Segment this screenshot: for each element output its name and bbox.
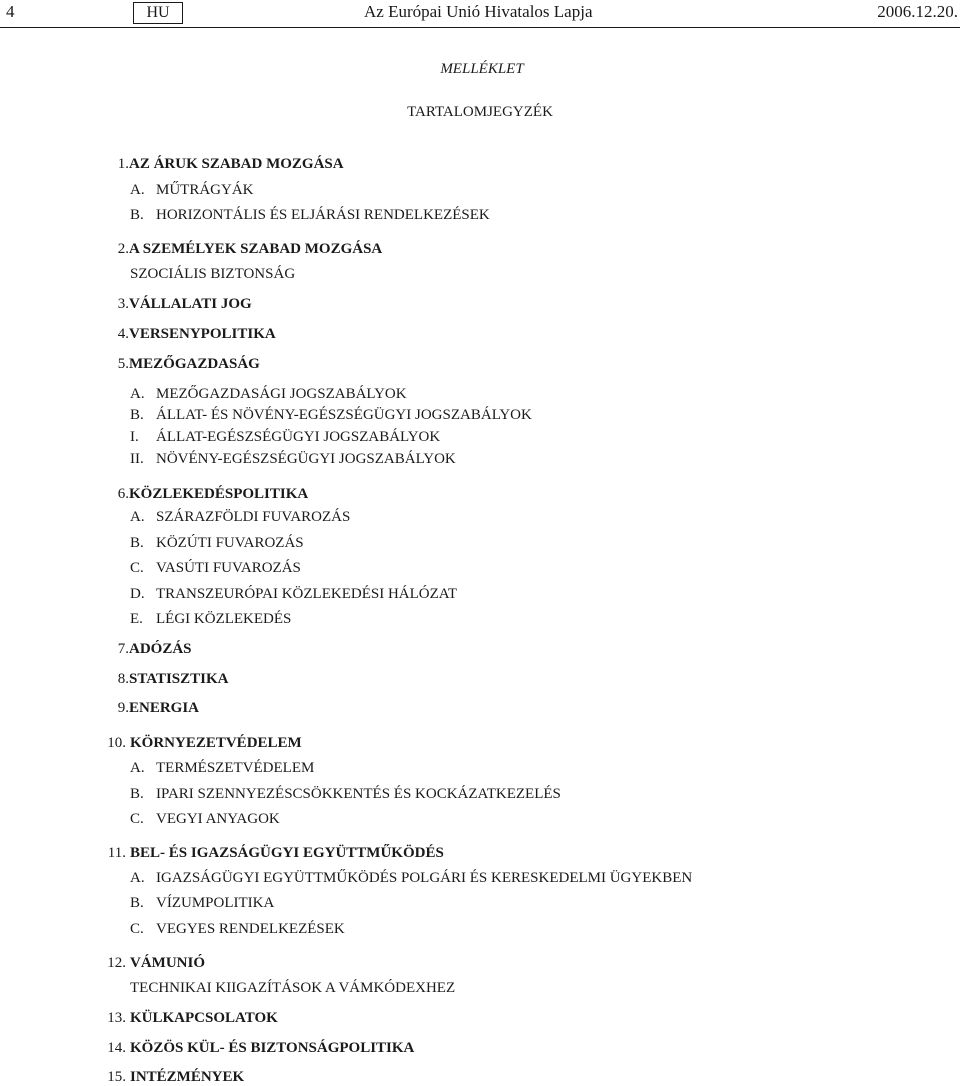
- subsection-letter: I.: [130, 429, 139, 445]
- section-title: BEL- ÉS IGAZSÁGÜGYI EGYÜTTMŰKÖDÉS: [130, 845, 444, 861]
- subsection-title: TRANSZEURÓPAI KÖZLEKEDÉSI HÁLÓZAT: [156, 586, 458, 602]
- section-number: 2.: [117, 241, 129, 257]
- section-number: 4.: [117, 326, 129, 342]
- section-title: KÖRNYEZETVÉDELEM: [130, 735, 302, 751]
- section-title: VÁMUNIÓ: [130, 955, 205, 971]
- subsection-title: SZOCIÁLIS BIZTONSÁG: [130, 266, 296, 282]
- toc-title: TARTALOMJEGYZÉK: [407, 104, 553, 120]
- section-title: A SZEMÉLYEK SZABAD MOZGÁSA: [129, 241, 383, 257]
- subsection-letter: A.: [130, 509, 145, 525]
- subsection-title: IGAZSÁGÜGYI EGYÜTTMŰKÖDÉS POLGÁRI ÉS KERESKEDELMI ÜGYEKBEN: [156, 870, 693, 886]
- subsection-letter: E.: [130, 611, 143, 627]
- annex-label: MELLÉKLET: [440, 61, 524, 77]
- subsection-title: VEGYES RENDELKEZÉSEK: [156, 921, 345, 937]
- section-title: STATISZTIKA: [129, 671, 229, 687]
- subsection-title: NÖVÉNY-EGÉSZSÉGÜGYI JOGSZABÁLYOK: [156, 451, 456, 467]
- subsection-title: ÁLLAT- ÉS NÖVÉNY-EGÉSZSÉGÜGYI JOGSZABÁLYOK: [156, 407, 532, 423]
- section-title: VÁLLALATI JOG: [129, 296, 252, 312]
- section-number: 5.: [117, 356, 129, 372]
- subsection-letter: C.: [130, 921, 144, 937]
- subsection-title: KÖZÚTI FUVAROZÁS: [156, 535, 304, 551]
- subsection-title: MŰTRÁGYÁK: [156, 182, 254, 198]
- subsection-letter: B.: [130, 407, 144, 423]
- section-number: 15.: [107, 1069, 126, 1085]
- section-number: 6.: [117, 486, 129, 502]
- section-title: KÖZLEKEDÉSPOLITIKA: [129, 486, 309, 502]
- section-number: 13.: [107, 1010, 126, 1026]
- subsection-title: TERMÉSZETVÉDELEM: [156, 760, 315, 776]
- subsection-letter: A.: [130, 870, 145, 886]
- language-code-box: HU: [133, 2, 183, 24]
- section-number: 7.: [117, 641, 129, 657]
- subsection-title: IPARI SZENNYEZÉSCSÖKKENTÉS ÉS KOCKÁZATKEZELÉS: [156, 786, 561, 802]
- section-number: 8.: [117, 671, 129, 687]
- subsection-letter: C.: [130, 811, 144, 827]
- subsection-letter: B.: [130, 535, 144, 551]
- subsection-letter: B.: [130, 786, 144, 802]
- section-title: AZ ÁRUK SZABAD MOZGÁSA: [129, 156, 344, 172]
- section-number: 9.: [117, 700, 129, 716]
- section-title: KÖZÖS KÜL- ÉS BIZTONSÁGPOLITIKA: [130, 1040, 415, 1056]
- subsection-title: ÁLLAT-EGÉSZSÉGÜGYI JOGSZABÁLYOK: [156, 429, 441, 445]
- subsection-title: VASÚTI FUVAROZÁS: [156, 560, 301, 576]
- section-number: 12.: [107, 955, 126, 971]
- page-header: [0, 0, 960, 26]
- subsection-letter: II.: [130, 451, 144, 467]
- subsection-title: MEZŐGAZDASÁGI JOGSZABÁLYOK: [156, 386, 407, 402]
- page-number: 4: [6, 2, 15, 21]
- section-title: KÜLKAPCSOLATOK: [130, 1010, 278, 1026]
- subsection-title: HORIZONTÁLIS ÉS ELJÁRÁSI RENDELKEZÉSEK: [156, 207, 490, 223]
- subsection-letter: B.: [130, 207, 144, 223]
- subsection-letter: A.: [130, 386, 145, 402]
- header-divider: [0, 27, 960, 28]
- section-title: ENERGIA: [129, 700, 200, 716]
- subsection-title: LÉGI KÖZLEKEDÉS: [156, 611, 292, 627]
- section-title: ADÓZÁS: [129, 641, 192, 657]
- subsection-title: SZÁRAZFÖLDI FUVAROZÁS: [156, 509, 351, 525]
- subsection-title: VÍZUMPOLITIKA: [156, 895, 275, 911]
- section-title: VERSENYPOLITIKA: [129, 326, 276, 342]
- subsection-letter: A.: [130, 760, 145, 776]
- section-number: 10.: [107, 735, 126, 751]
- section-number: 14.: [107, 1040, 126, 1056]
- subsection-title: VEGYI ANYAGOK: [156, 811, 280, 827]
- publication-date: 2006.12.20.: [877, 2, 958, 21]
- section-title: MEZŐGAZDASÁG: [129, 356, 260, 372]
- section-title: INTÉZMÉNYEK: [130, 1069, 245, 1085]
- journal-title: Az Európai Unió Hivatalos Lapja: [364, 2, 593, 21]
- section-number: 11.: [107, 845, 126, 861]
- subsection-title: TECHNIKAI KIIGAZÍTÁSOK A VÁMKÓDEXHEZ: [130, 980, 456, 996]
- subsection-letter: B.: [130, 895, 144, 911]
- section-number: 3.: [117, 296, 129, 312]
- subsection-letter: D.: [130, 586, 145, 602]
- subsection-letter: A.: [130, 182, 145, 198]
- section-number: 1.: [117, 156, 129, 172]
- subsection-letter: C.: [130, 560, 144, 576]
